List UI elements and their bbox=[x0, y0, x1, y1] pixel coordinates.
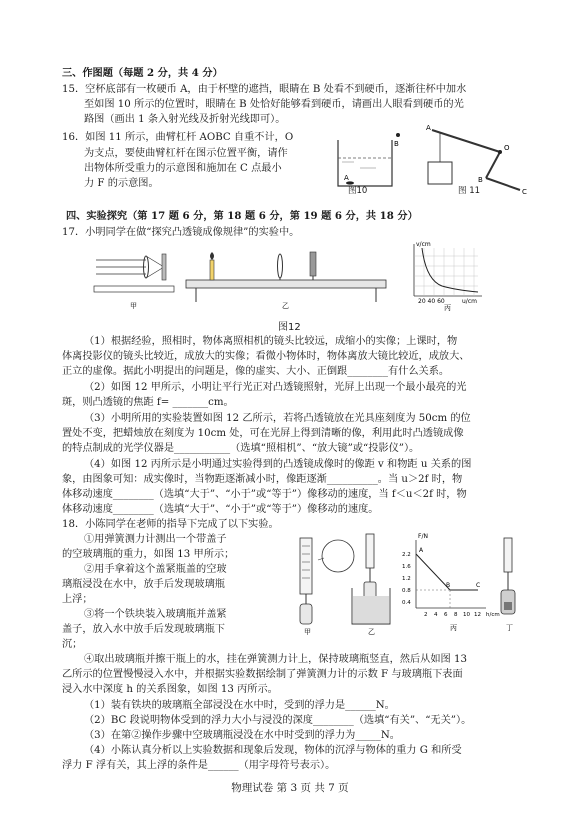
svg-text:乙: 乙 bbox=[368, 628, 375, 636]
q18-step-line-8: 沉； bbox=[62, 639, 83, 650]
svg-text:A: A bbox=[344, 174, 349, 182]
figure-11-label: 图 11 bbox=[458, 186, 481, 196]
q16-line-4: 力 F 的示意图。 bbox=[84, 178, 159, 189]
q18-question-2: （2）BC 段说明物体受到的浮力大小与浸没的深度________（选填“有关”、“无关”）。 bbox=[84, 715, 472, 726]
q18-step-line-4: 璃瓶浸没在水中，放手后发现玻璃瓶 bbox=[62, 579, 225, 590]
svg-text:v/cm: v/cm bbox=[416, 241, 431, 248]
svg-text:C: C bbox=[522, 188, 527, 196]
svg-text:B: B bbox=[446, 582, 451, 589]
q17-p1-line-2: 体离投影仪的镜头比较近，成放大的实像；看微小物体时，物体离放大镜比较近，成放大、 bbox=[62, 351, 470, 362]
q17-p4-line-2: 象，由图象可知：成实像时，当物距逐渐减小时，像距逐渐__________。当 u＞2f 时，物 bbox=[62, 474, 463, 485]
q18-question-4: （4）小陈认真分析以上实验数据和现象后发现，物体的沉浮与物体的重力 G 和所受 bbox=[84, 745, 462, 756]
svg-text:乙: 乙 bbox=[282, 302, 289, 310]
svg-text:0.4: 0.4 bbox=[402, 600, 411, 606]
q15-line-1: 15．空杯底部有一枚硬币 A，由于杯壁的遮挡，眼睛在 B 处看不到硬币，逐渐往杯中加水 bbox=[62, 84, 467, 95]
q17-p2-line-2: 斑，则凸透镜的焦距 f= _______cm。 bbox=[62, 397, 234, 408]
figure-10-label: 图10 bbox=[348, 186, 368, 196]
q17-intro: 17．小明同学在做“探究凸透镜成像规律”的实验中。 bbox=[62, 227, 300, 238]
q18-question-1: （1）装有铁块的玻璃瓶全部浸没在水中时，受到的浮力是______N。 bbox=[84, 700, 395, 711]
q18-intro: 18．小陈同学在老师的指导下完成了以下实验。 bbox=[62, 519, 279, 530]
q15-line-2: 至如图 10 所示的位置时，眼睛在 B 处恰好能够看到硬币，请画出人眼看到硬币的光 bbox=[84, 99, 464, 110]
svg-text:O: O bbox=[504, 144, 510, 152]
figure-12 bbox=[90, 240, 530, 312]
q16-line-3: 出物体所受重力的示意图和施加在 C 点最小 bbox=[84, 163, 282, 174]
svg-text:8: 8 bbox=[454, 612, 458, 618]
svg-text:丙: 丙 bbox=[444, 304, 451, 312]
svg-text:10: 10 bbox=[463, 612, 470, 618]
page-footer: 物理试卷 第 3 页 共 7 页 bbox=[231, 782, 349, 794]
q18-step-line-1: ①用弹簧测力计测出一个带盖子 bbox=[84, 534, 227, 545]
q18-step-line-6: ③将一个铁块装入玻璃瓶并盖紧 bbox=[84, 609, 227, 620]
svg-text:甲: 甲 bbox=[130, 302, 137, 310]
svg-text:A: A bbox=[419, 547, 424, 554]
q17-p3-line-2: 置处不变，把蜡烛放在刻度为 10cm 处，可在光屏上得到清晰的像，利用此时凸透镜成像 bbox=[62, 428, 464, 439]
q18-step-line-5: 上浮； bbox=[62, 594, 93, 605]
svg-text:0.8: 0.8 bbox=[402, 588, 411, 594]
q18-step4-line-1: ④取出玻璃瓶并擦干瓶上的水，挂在弹簧测力计上，保持玻璃瓶竖直，然后从如图 13 bbox=[84, 654, 467, 665]
svg-text:6: 6 bbox=[444, 612, 448, 618]
q18-step4-line-3: 浸入水中深度 h 的关系图象，如图 13 丙所示。 bbox=[62, 684, 278, 695]
svg-text:C: C bbox=[476, 582, 481, 589]
svg-text:4: 4 bbox=[434, 612, 438, 618]
q17-p2-line-1: （2）如图 12 甲所示，小明让平行光正对凸透镜照射，光屏上出现一个最小最亮的光 bbox=[84, 382, 467, 393]
svg-text:1.2: 1.2 bbox=[402, 576, 411, 582]
q18-step-line-7: 盖子，放入水中放手后发现玻璃瓶下 bbox=[62, 624, 225, 635]
q17-p4-line-4: 体移动速度________（选填“大于”、“小于”或“等于”）像移动的速度。 bbox=[62, 504, 379, 515]
q15-line-3: 路图（画出 1 条入射光线及折射光线即可）。 bbox=[84, 114, 286, 125]
q18-step-line-2: 的空玻璃瓶的重力，如图 13 甲所示； bbox=[62, 549, 235, 560]
svg-text:1.6: 1.6 bbox=[402, 564, 411, 570]
svg-text:12: 12 bbox=[474, 612, 481, 618]
svg-text:u/cm: u/cm bbox=[462, 298, 477, 305]
q16-line-2: 为支点，要使曲臂杠杆在图示位置平衡，请作 bbox=[84, 148, 288, 159]
svg-text:丙: 丙 bbox=[450, 624, 457, 632]
svg-text:A: A bbox=[426, 124, 431, 132]
section-4-title: 四、实验探究（第 17 题 6 分，第 18 题 6 分，第 19 题 6 分，共 18 分） bbox=[66, 210, 418, 222]
section-3-title: 三、作图题（每题 2 分，共 4 分） bbox=[62, 67, 223, 79]
svg-text:20 40 60: 20 40 60 bbox=[418, 298, 445, 305]
q17-p3-line-1: （3）小明所用的实验装置如图 12 乙所示，若将凸透镜放在光具座刻度为 50cm 的位 bbox=[84, 413, 471, 424]
q17-p1-line-1: （1）根据经验，照相时，物体离照相机的镜头比较远，成缩小的实像；上课时，物 bbox=[84, 336, 458, 347]
svg-text:B: B bbox=[394, 140, 399, 148]
q18-question-5: 浮力 F 浮有关，其上浮的条件是______（用字母符号表示）。 bbox=[62, 760, 336, 771]
q18-question-3: （3）在第②操作步骤中空玻璃瓶浸没在水中时受到的浮力为_____N。 bbox=[84, 730, 400, 741]
svg-text:丁: 丁 bbox=[506, 624, 513, 632]
svg-text:2.2: 2.2 bbox=[402, 552, 411, 558]
q17-p4-line-1: （4）如图 12 丙所示是小明通过实验得到的凸透镜成像时的像距 v 和物距 u 关系的图 bbox=[84, 459, 472, 470]
q18-step-line-3: ②用手拿着这个盖紧瓶盖的空玻 bbox=[84, 564, 227, 575]
q17-p1-line-3: 正立的虚像。据此小明提出的问题是，像的虚实、大小、正倒跟________有什么关系。 bbox=[62, 366, 450, 377]
q17-p4-line-3: 体移动速度________（选填“大于”、“小于”或“等于”）像移动的速度，当 f＜u＜2f 时，物 bbox=[62, 489, 467, 500]
q16-line-1: 16．如图 11 所示，曲臂杠杆 AOBC 自重不计，O bbox=[62, 132, 294, 143]
svg-text:甲: 甲 bbox=[304, 628, 311, 636]
svg-text:F/N: F/N bbox=[418, 533, 428, 540]
svg-text:2: 2 bbox=[424, 612, 428, 618]
q18-step4-line-2: 乙所示的位置慢慢浸入水中，并根据实验数据绘制了弹簧测力计的示数 F 与玻璃瓶下表面 bbox=[62, 669, 463, 680]
figure-12-label: 图12 bbox=[278, 322, 301, 333]
svg-text:h/cm: h/cm bbox=[486, 612, 500, 618]
figure-10-cup bbox=[330, 128, 410, 198]
svg-text:B: B bbox=[478, 176, 483, 184]
figure-13 bbox=[290, 530, 532, 638]
q17-p3-line-3: 的特点制成的光学仪器是___________（选填“照相机”、“放大镜”或“投影仪”）。 bbox=[62, 443, 420, 454]
